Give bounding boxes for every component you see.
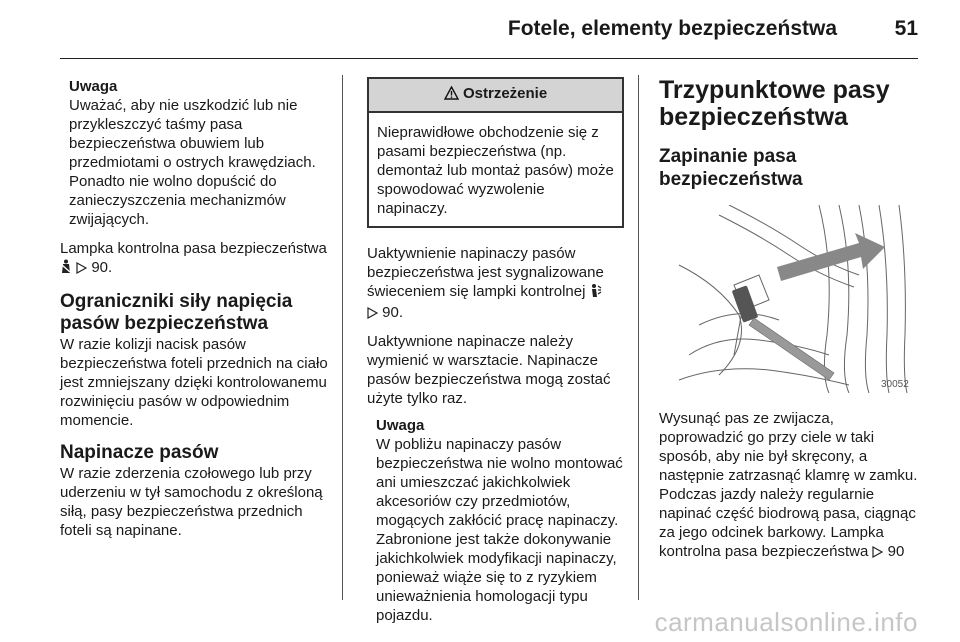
reference-arrow-icon[interactable] <box>367 305 378 324</box>
column-left <box>60 77 330 548</box>
airbag-lamp-icon <box>590 283 602 303</box>
reference-arrow-icon[interactable] <box>76 260 87 279</box>
page-reference[interactable]: 90. <box>382 304 404 321</box>
page-header <box>0 0 960 60</box>
section-subtitle: Zapinanie pasa bezpieczeństwa <box>659 146 803 190</box>
note-box <box>60 77 330 229</box>
note-title: Uwaga <box>69 78 118 95</box>
replacement-paragraph: Uaktywnione napinacze należy wymienić w warsztacie. Napinacze pasów bezpieczeństwa mogą zostać użyte tylko raz. <box>367 333 611 407</box>
note-box <box>367 416 625 625</box>
page-title: Fotele, elementy bezpieczeństwa <box>507 17 837 40</box>
column-divider <box>638 75 639 600</box>
lamp-text: Lampka kontrolna pasa bezpieczeństwa <box>60 240 327 257</box>
seatbelt-illustration <box>659 205 917 393</box>
warning-title: Ostrzeżenie <box>462 85 548 102</box>
note-title: Uwaga <box>376 417 425 434</box>
footer-watermark: carmanualsonline.info <box>654 607 918 637</box>
seatbelt-icon <box>60 259 72 279</box>
note-text: W pobliżu napinaczy pasów bezpieczeństwa nie wolno montować ani umieszczać jakichkolwiek akcesoriów czy przedmiotów, mogących zakłócić pracę napinaczy. Zabronione jest także dokonywanie jakichkolwiek modyfikacji napinaczy, ponieważ wiąże się to z ryzykiem unieważnienia homologacji typu pojazdu. <box>376 436 623 624</box>
page-number: 51 <box>894 17 918 40</box>
section-heading: Ograniczniki siły napięcia pasów bezpieczeństwa <box>60 291 293 334</box>
warning-text: Nieprawidłowe obchodzenie się z pasami bezpieczeństwa (np. demontaż lub montaż pasów) może spowodować wyzwolenie napinaczy. <box>377 124 614 217</box>
note-text: Uważać, aby nie uszkodzić lub nie przykleszczyć taśmy pasa bezpieczeństwa obuwiem lub przedmiotami o ostrych krawędziach. Ponadto nie wolno dopuścić do zanieczyszczenia mechanizmów zwijających. <box>69 97 316 228</box>
seatbelt-drawing <box>659 205 917 393</box>
reference-arrow-icon[interactable] <box>872 544 883 563</box>
instruction-text: Wysunąć pas ze zwijacza, poprowadzić go przy ciele w taki sposób, aby nie był skręcony, a następnie zatrzasnąć klamrę w zamku. Podczas jazdy należy regularnie napinać część biodrową pasa, ciągnąc za jego odcinek barkowy. Lampka kontrolna pasa bezpieczeństwa <box>659 410 918 560</box>
section-title: Trzypunktowe pasy bezpieczeństwa <box>659 76 890 131</box>
warning-triangle-icon <box>444 86 459 105</box>
section-text: W razie kolizji nacisk pasów bezpieczeństwa foteli przednich na ciało jest zmniejszany dzięki kontrolowanemu rozwinięciu pasów w odpowiednim momencie. <box>60 336 328 429</box>
lamp-paragraph <box>60 239 330 279</box>
header-rule <box>60 58 918 59</box>
page-reference[interactable]: 90. <box>91 259 113 276</box>
column-divider <box>342 75 343 600</box>
column-right <box>659 77 921 571</box>
figure-code: 30052 <box>881 379 909 390</box>
column-middle <box>367 77 625 635</box>
activation-text: Uaktywnienie napinaczy pasów bezpieczeństwa jest sygnalizowane świeceniem się lampki kontrolnej <box>367 245 604 300</box>
section-heading: Napinacze pasów <box>60 442 219 463</box>
section-text: W razie zderzenia czołowego lub przy uderzeniu w tył samochodu z określoną siłą, pasy bezpieczeństwa przednich foteli są napinane. <box>60 465 323 539</box>
warning-header <box>369 79 622 113</box>
activation-paragraph <box>367 244 625 324</box>
page-reference[interactable]: 90 <box>887 543 905 560</box>
warning-box <box>367 77 624 228</box>
instruction-paragraph <box>659 409 921 563</box>
